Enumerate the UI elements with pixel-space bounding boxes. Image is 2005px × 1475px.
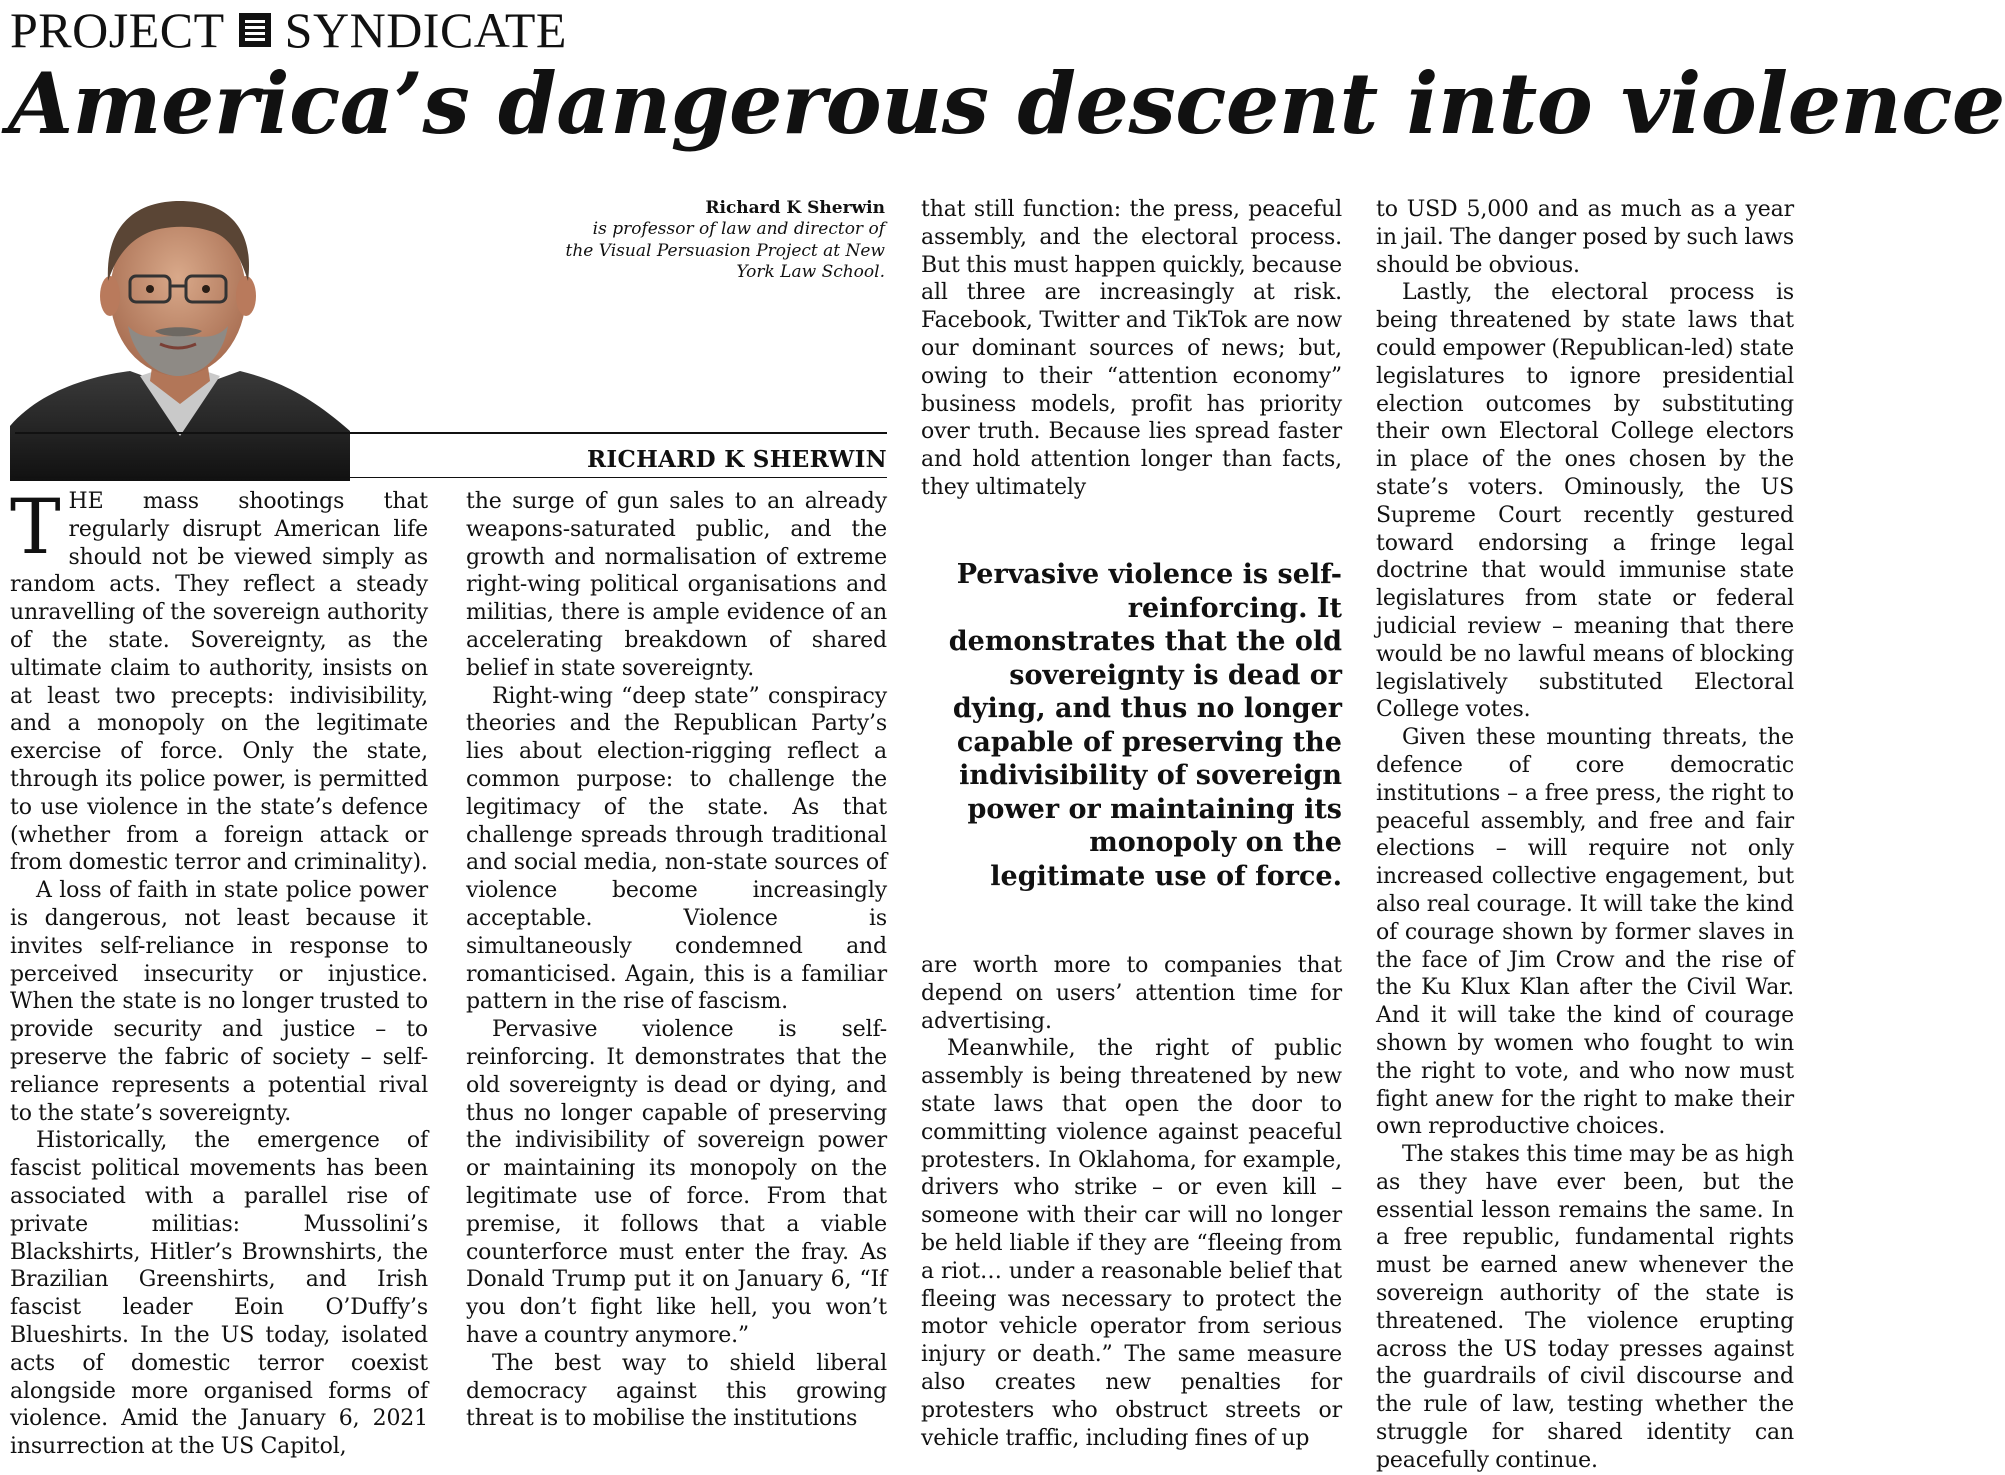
paragraph: A loss of faith in state police power is dangerous, not least because it invites self-reliance in response to perceived insecurity or injustice. When the state is no longer trusted to provide security and justice – to preserve the fabric of society – self-reliance represents a potential rival to the state’s sovereignty. xyxy=(10,878,428,1126)
paragraph: to USD 5,000 and as much as a year in jail. The danger posed by such laws should be obvious. xyxy=(1376,197,1794,278)
author-name: Richard K Sherwin xyxy=(705,198,885,218)
paragraph: The best way to shield liberal democracy against this growing threat is to mobilise the institutions xyxy=(466,1350,887,1432)
masthead xyxy=(10,2,567,58)
author-info xyxy=(560,198,885,283)
article-column-3-bottom xyxy=(921,952,1342,1452)
author-portrait-icon xyxy=(10,176,350,481)
paragraph: Given these mounting threats, the defence of core democratic institutions – a free press, the right to peaceful assembly, and free and fair elections – will require not only increased collective engagement, but also real courage. It will take the kind of courage shown by former slaves in the face of Jim Crow and the rise of the Ku Klux Klan after the Civil War. And it will take the kind of courage shown by women who fought to win the right to vote, and who now must fight anew for the right to make their own reproductive choices. xyxy=(1376,725,1794,1140)
dropcap: T xyxy=(10,482,61,571)
paragraph: The stakes this time may be as high as they have ever been, but the essential lesson remains the same. In a free republic, fundamental rights must be earned anew whenever the sovereign authority of the state is threatened. The violence erupting across the US today presses against the guardrails of civil discourse and the rule of law, testing whether the struggle for shared identity can peacefully continue. xyxy=(1376,1142,1794,1473)
masthead-left: PROJECT xyxy=(10,2,225,58)
article-column-3-top xyxy=(921,196,1342,502)
byline-divider xyxy=(15,432,887,434)
author-bio: is professor of law and director of the Visual Persuasion Project at New York Law School. xyxy=(565,219,885,282)
masthead-right: SYNDICATE xyxy=(284,2,567,58)
article-column-2 xyxy=(466,488,887,1433)
pull-quote: Pervasive violence is self-reinforcing. It demonstrates that the old sovereignty is dead or dying, and thus no longer capable of preserving the indivisibility of sovereign power or maintaining its monopoly on the legitimate use of force. xyxy=(948,559,1342,892)
paragraph: Historically, the emergence of fascist political movements has been associated with a parallel rise of private militias: Mussolini’s Blackshirts, Hitler’s Brownshirts, the Brazilian Greenshirts, and Irish fascist leader Eoin O’Duffy’s Blueshirts. In the US today, isolated acts of domestic terror coexist alongside more organised forms of violence. Amid the January 6, 2021 insurrection at the US Capitol, xyxy=(10,1128,428,1460)
article-column-4 xyxy=(1376,196,1794,1475)
paragraph: the surge of gun sales to an already weapons-saturated public, and the growth and normalisation of extreme right-wing political organisations and militias, there is ample evidence of an accelerating breakdown of shared belief in state sovereignty. xyxy=(466,489,887,681)
author-photo xyxy=(10,176,350,481)
byline-divider-bottom xyxy=(15,477,887,478)
paragraph: THE mass shootings that regularly disrupt American life should not be viewed simply as random acts. They reflect a steady unravelling of the sovereign authority of the state. Sovereignty, as the ultimate claim to authority, insists on at least two precepts: indivisibility, and a monopoly on the legitimate exercise of force. Only the state, through its police power, is permitted to use violence in the state’s defence (whether from a foreign attack or from domestic terror and criminality). xyxy=(10,482,428,876)
paragraph: that still function: the press, peaceful assembly, and the electoral process. But this must happen quickly, because all three are increasingly at risk. Facebook, Twitter and TikTok are now our dominant sources of news; but, owing to their “attention economy” business models, profit has priority over truth. Because lies spread faster and hold attention longer than facts, they ultimately xyxy=(921,197,1342,500)
paragraph: Lastly, the electoral process is being threatened by state laws that could empower (Republican-led) state legislatures to ignore presidential election outcomes by substituting their own Electoral College electors in place of the ones chosen by the state’s voters. Ominously, the US Supreme Court recently gestured toward endorsing a fringe legal doctrine that would immunise state legislatures from state or federal judicial review – meaning that there would be no lawful means of blocking legislatively substituted Electoral College votes. xyxy=(1376,280,1794,723)
paragraph: Right-wing “deep state” conspiracy theories and the Republican Party’s lies about election-rigging reflect a common purpose: to challenge the legitimacy of the state. As that challenge spreads through traditional and social media, non-state sources of violence become increasingly acceptable. Violence is simultaneously condemned and romanticised. Again, this is a familiar pattern in the rise of fascism. xyxy=(466,683,887,1015)
paragraph: Pervasive violence is self-reinforcing. It demonstrates that the old sovereignty is dead or dying, and thus no longer capable of preserving the indivisibility of sovereign power or maintaining its monopoly on the legitimate use of force. From that premise, it follows that a viable counterforce must enter the fray. As Donald Trump put it on January 6, “If you don’t fight like hell, you won’t have a country anymore.” xyxy=(466,1017,887,1348)
byline: RICHARD K SHERWIN xyxy=(586,446,887,473)
headline: America’s dangerous descent into violence xyxy=(8,54,2005,153)
paragraph: Meanwhile, the right of public assembly is being threatened by new state laws that open the door to committing violence against peaceful protesters. In Oklahoma, for example, drivers who strike – or even kill – someone with their car will no longer be held liable if they are “fleeing from a riot… under a reasonable belief that fleeing was necessary to protect the motor vehicle operator from serious injury or death.” The same measure also creates new penalties for protesters who obstruct streets or vehicle traffic, including fines of up xyxy=(921,1036,1342,1451)
article-column-1 xyxy=(10,482,428,1461)
paragraph: are worth more to companies that depend on users’ attention time for advertising. xyxy=(921,953,1342,1034)
syndicate-logo-icon xyxy=(239,13,271,47)
